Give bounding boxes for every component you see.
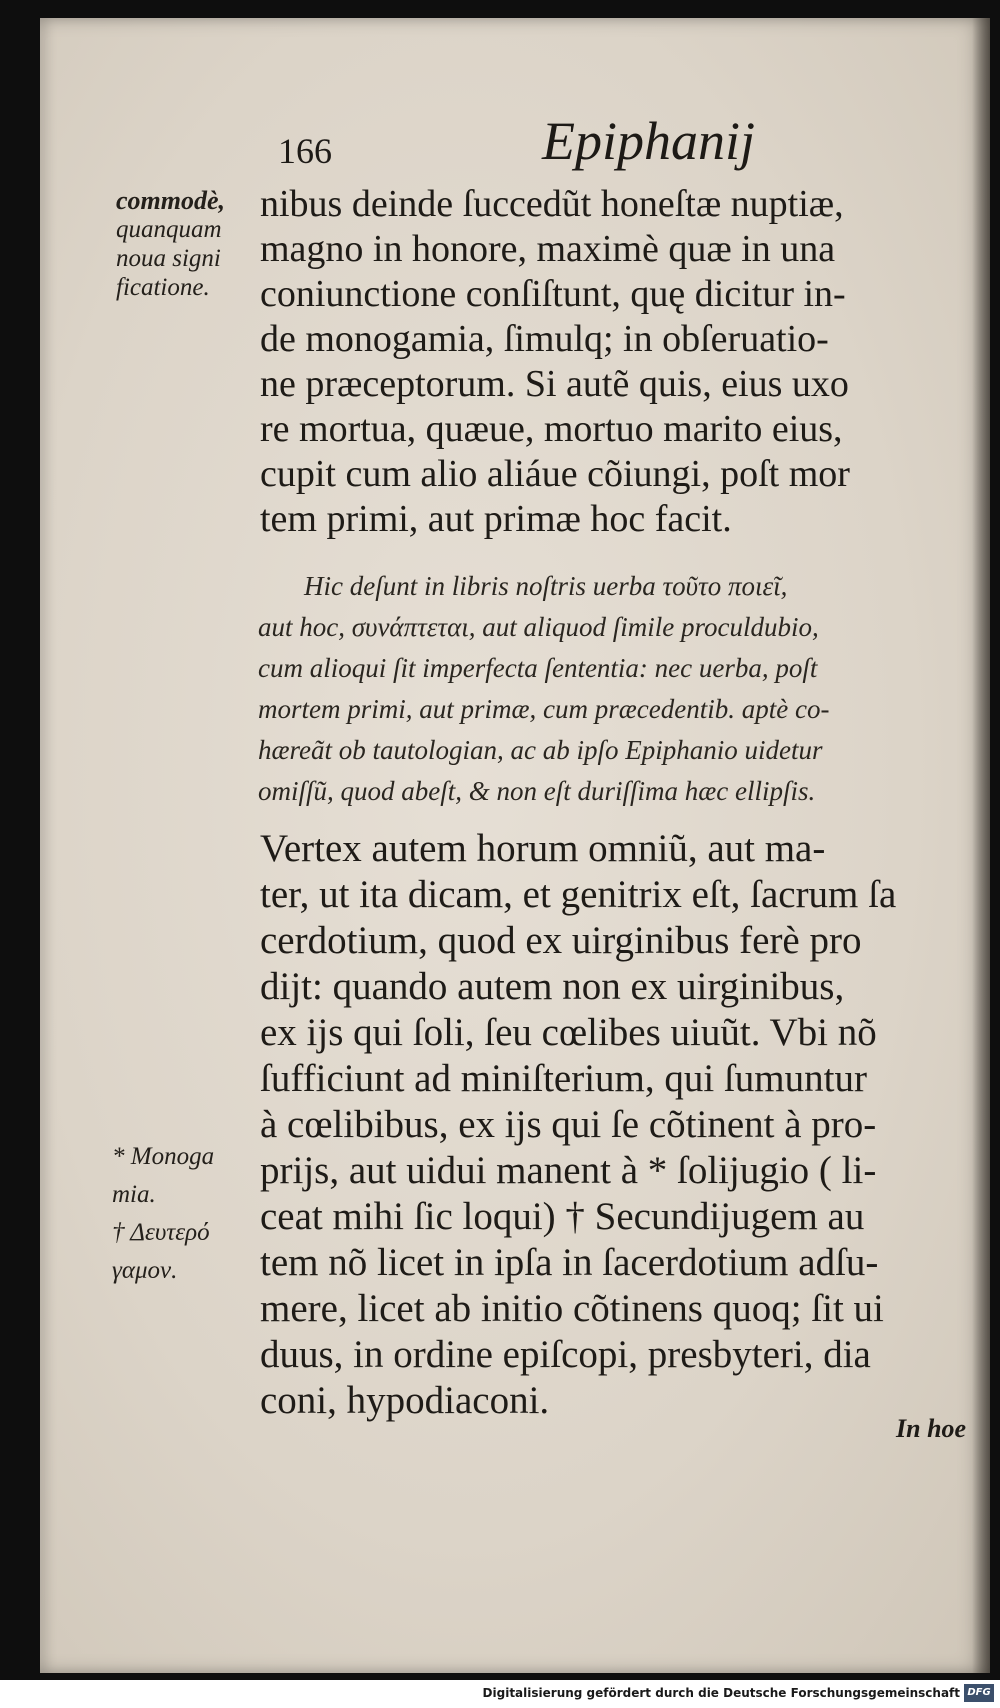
page-header	[40, 110, 990, 180]
text-line: à cœlibibus, ex ijs qui ſe cõtinent à pro-	[260, 1103, 877, 1146]
margin-note-bottom	[112, 1138, 262, 1290]
note-line: cum alioqui ſit imperfecta ſententia: nec uerba, poſt	[258, 653, 818, 683]
note-line: aut hoc, συνάπτεται, aut aliquod ſimile proculdubio,	[258, 612, 819, 642]
text-line: ſufficiunt ad miniſterium, qui ſumuntur	[260, 1057, 867, 1100]
text-line: re mortua, quæue, mortuo marito eius,	[260, 408, 843, 450]
main-text-block-2	[260, 826, 965, 1424]
text-line: ceat mihi ſic loqui) † Secundijugem au	[260, 1195, 865, 1238]
margin-note-line: * Monoga	[112, 1143, 215, 1170]
text-line: ne præceptorum. Si autẽ quis, eius uxo	[260, 363, 849, 405]
note-line: Hic deſunt in libris noſtris uerba τοῦτο ποιεῖ,	[304, 571, 788, 601]
page-gutter-shadow	[972, 18, 990, 1673]
margin-note-line: noua signi	[116, 245, 221, 272]
text-line: tem nõ licet in ipſa in ſacerdotium adſu-	[260, 1241, 879, 1284]
main-text-block	[260, 182, 965, 542]
text-line: mere, licet ab initio cõtinens quoq; ſit ui	[260, 1287, 884, 1330]
margin-note-line: commodè,	[116, 186, 226, 215]
text-line: coni, hypodiaconi.	[260, 1379, 550, 1422]
digitization-footer	[0, 1680, 1000, 1708]
text-line: tem primi, aut primæ hoc facit.	[260, 498, 732, 540]
text-line: ex ijs qui ſoli, ſeu cœlibes uiuũt. Vbi nõ	[260, 1011, 877, 1054]
margin-note-line: quanquam	[116, 216, 222, 243]
text-line: magno in honore, maximè quæ in una	[260, 228, 836, 270]
text-line: duus, in ordine epiſcopi, presbyteri, dia	[260, 1333, 871, 1376]
dfg-logo-icon: DFG	[964, 1684, 994, 1702]
running-title: Epiphanij	[542, 111, 755, 171]
note-line: hæreãt ob tautologian, ac ab ipſo Epiphanio uidetur	[258, 735, 823, 765]
text-line: cupit cum alio aliáue cõiungi, poſt mor	[260, 453, 850, 495]
margin-note-line: γαμον.	[112, 1257, 178, 1284]
footer-credit: Digitalisierung gefördert durch die Deutsche Forschungsgemeinschaft	[482, 1686, 960, 1700]
book-page	[40, 18, 990, 1673]
page-number: 166	[278, 131, 332, 171]
margin-note-top	[116, 186, 266, 302]
text-line: prijs, aut uidui manent à * ſolijugio ( li-	[260, 1149, 877, 1192]
text-line: Vertex autem horum omniũ, aut ma-	[260, 827, 826, 870]
note-line: mortem primi, aut primæ, cum præcedentib. aptè co-	[258, 694, 830, 724]
text-line: coniunctione conſiſtunt, quę dicitur in-	[260, 273, 846, 315]
margin-note-line: mia.	[112, 1181, 156, 1208]
text-line: de monogamia, ſimulq; in obſeruatio-	[260, 318, 829, 360]
catchword: In hoe	[896, 1414, 967, 1443]
text-line: cerdotium, quod ex uirginibus ferè pro	[260, 919, 862, 962]
note-line: omiſſũ, quod abeſt, & non eſt duriſſima hæc ellipſis.	[258, 776, 816, 806]
text-line: nibus deinde ſuccedũt honeſtæ nuptiæ,	[260, 183, 844, 225]
text-line: ter, ut ita dicam, et genitrix eſt, ſacrum ſa	[260, 873, 897, 916]
text-line: dijt: quando autem non ex uirginibus,	[260, 965, 845, 1008]
margin-note-line: ficatione.	[116, 274, 210, 301]
margin-note-line: † Δευτερό	[112, 1219, 210, 1246]
editorial-note-block	[258, 566, 963, 812]
